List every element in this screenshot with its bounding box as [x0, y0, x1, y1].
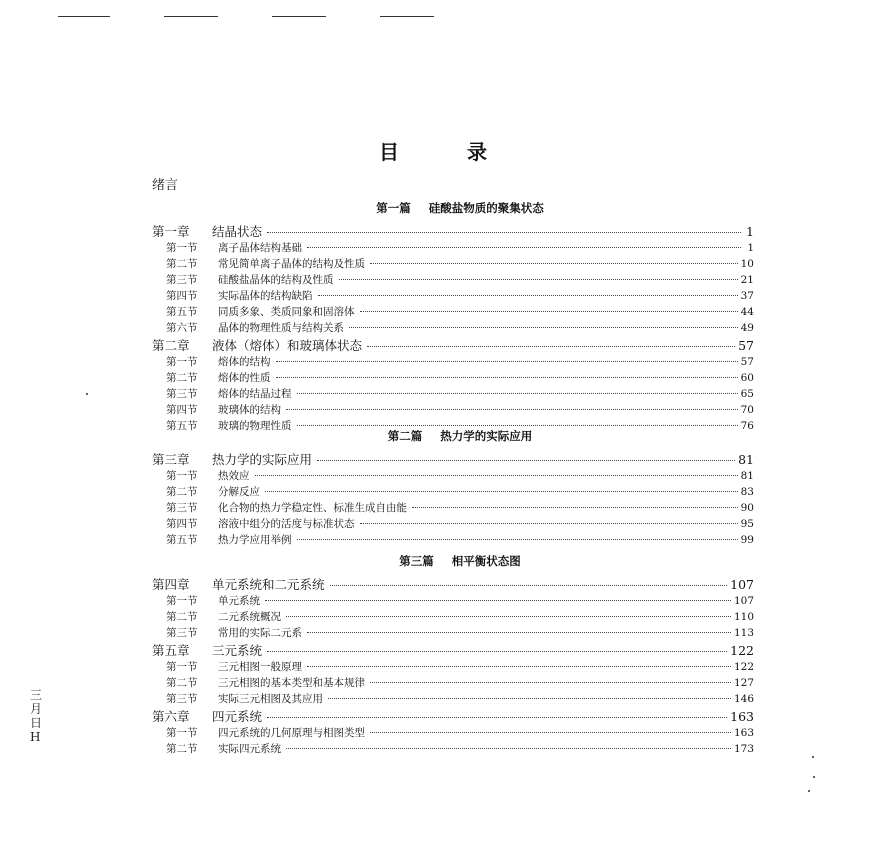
page-number: 122	[733, 661, 754, 673]
section-number: 第一节	[166, 356, 198, 368]
dot-leader	[276, 377, 738, 378]
scan-speck	[812, 756, 814, 758]
section-entry[interactable]	[166, 532, 754, 548]
dot-leader	[330, 585, 728, 586]
section-title: 三元相图一般原理	[218, 661, 302, 673]
section-number: 第一节	[166, 727, 198, 739]
chapter-number: 第四章	[152, 577, 190, 592]
page-number: 163	[730, 709, 754, 724]
dot-leader	[370, 263, 738, 264]
dot-leader	[367, 346, 735, 347]
section-entry[interactable]	[166, 593, 754, 609]
dot-leader	[328, 698, 731, 699]
chapter-title: 三元系统	[212, 643, 263, 658]
dot-leader	[265, 600, 731, 601]
section-number: 第二节	[166, 486, 198, 498]
section-title: 熔体的性质	[218, 372, 271, 384]
chapter-number: 第二章	[152, 338, 190, 353]
section-title: 单元系统	[218, 595, 260, 607]
page-number: 110	[733, 611, 754, 623]
section-title: 熔体的结构	[218, 356, 271, 368]
dot-leader	[267, 232, 741, 233]
section-title: 二元系统概况	[218, 611, 281, 623]
section-number: 第二节	[166, 611, 198, 623]
page-number: 44	[740, 306, 754, 318]
dot-leader	[370, 682, 731, 683]
section-number: 第一节	[166, 242, 198, 254]
section-number: 第四节	[166, 518, 198, 530]
chapter-title: 热力学的实际应用	[212, 452, 313, 467]
section-number: 第二节	[166, 743, 198, 755]
chapter-entry[interactable]	[152, 222, 754, 240]
section-title: 实际三元相图及其应用	[218, 693, 323, 705]
section-entry[interactable]	[166, 741, 754, 757]
section-entry[interactable]	[166, 609, 754, 625]
chapter-entry[interactable]	[152, 450, 754, 468]
chapter-entry[interactable]	[152, 575, 754, 593]
scan-speck	[808, 790, 810, 792]
page-number: 113	[733, 627, 754, 639]
dot-leader	[412, 507, 738, 508]
section-title: 热力学应用举例	[218, 534, 292, 546]
section-entry[interactable]	[166, 272, 754, 288]
part-heading	[0, 553, 870, 569]
part-name: 相平衡状态图	[451, 554, 521, 568]
section-entry[interactable]	[166, 500, 754, 516]
section-number: 第三节	[166, 693, 198, 705]
page-number: 10	[740, 258, 754, 270]
dot-leader	[307, 632, 731, 633]
page-number: 107	[733, 595, 754, 607]
dot-leader	[349, 327, 738, 328]
section-title: 三元相图的基本类型和基本规律	[218, 677, 365, 689]
page-title	[0, 136, 870, 165]
page-number: 83	[740, 486, 754, 498]
scan-speck	[813, 776, 815, 778]
section-number: 第三节	[166, 388, 198, 400]
section-title: 四元系统的几何原理与相图类型	[218, 727, 365, 739]
part-number: 第一篇	[376, 201, 411, 215]
chapter-number: 第一章	[152, 224, 190, 239]
section-title: 离子晶体结构基础	[218, 242, 302, 254]
dot-leader	[318, 295, 738, 296]
page-number: 37	[740, 290, 754, 302]
dot-leader	[297, 539, 738, 540]
dot-leader	[307, 666, 731, 667]
page-number: 49	[740, 322, 754, 334]
dot-leader	[286, 409, 738, 410]
dot-leader	[317, 460, 735, 461]
section-entry[interactable]	[166, 256, 754, 272]
part-name: 热力学的实际应用	[440, 429, 533, 443]
section-title: 分解反应	[218, 486, 260, 498]
dot-leader	[297, 425, 738, 426]
section-number: 第三节	[166, 274, 198, 286]
page-number: 90	[740, 502, 754, 514]
page-number: 122	[730, 643, 754, 658]
scan-top-line	[272, 16, 326, 17]
section-number: 第五节	[166, 420, 198, 432]
scan-speck	[86, 393, 88, 395]
dot-leader	[370, 732, 731, 733]
section-entry[interactable]	[166, 468, 754, 484]
section-number: 第二节	[166, 677, 198, 689]
page-number: 57	[740, 356, 754, 368]
dot-leader	[286, 616, 731, 617]
section-number: 第五节	[166, 306, 198, 318]
page-number: 21	[740, 274, 754, 286]
section-entry[interactable]	[166, 659, 754, 675]
dot-leader	[267, 651, 727, 652]
page-number: 60	[740, 372, 754, 384]
section-number: 第一节	[166, 661, 198, 673]
section-title: 熔体的结晶过程	[218, 388, 292, 400]
section-title: 热效应	[218, 470, 250, 482]
dot-leader	[255, 475, 738, 476]
chapter-title: 结晶状态	[212, 224, 263, 239]
section-entry[interactable]	[166, 625, 754, 641]
section-number: 第一节	[166, 595, 198, 607]
page-number: 95	[740, 518, 754, 530]
section-number: 第三节	[166, 627, 198, 639]
chapter-number: 第六章	[152, 709, 190, 724]
scan-top-line	[58, 16, 110, 17]
dot-leader	[265, 491, 738, 492]
chapter-entry[interactable]	[152, 641, 754, 659]
section-title: 晶体的物理性质与结构关系	[218, 322, 344, 334]
section-title: 常用的实际二元系	[218, 627, 302, 639]
section-entry[interactable]	[166, 240, 754, 256]
section-entry[interactable]	[166, 304, 754, 320]
scan-top-line	[380, 16, 434, 17]
page-number: 1	[746, 224, 754, 239]
part-heading	[0, 200, 870, 216]
section-title: 同质多象、类质同象和固溶体	[218, 306, 355, 318]
section-entry[interactable]	[166, 354, 754, 370]
section-title: 化合物的热力学稳定性、标准生成自由能	[218, 502, 407, 514]
page-number: 76	[740, 420, 754, 432]
section-title: 玻璃的物理性质	[218, 420, 292, 432]
page-number: 65	[740, 388, 754, 400]
section-entry[interactable]	[166, 402, 754, 418]
page-number: 163	[733, 727, 754, 739]
page-number: 81	[740, 470, 754, 482]
page-number: 1	[747, 242, 754, 254]
section-title: 硅酸盐晶体的结构及性质	[218, 274, 334, 286]
page-number: 107	[730, 577, 754, 592]
section-entry[interactable]	[166, 320, 754, 336]
section-number: 第二节	[166, 258, 198, 270]
section-entry[interactable]	[166, 288, 754, 304]
page-number: 57	[738, 338, 754, 353]
section-entry[interactable]	[166, 386, 754, 402]
section-number: 第三节	[166, 502, 198, 514]
section-title: 常见简单离子晶体的结构及性质	[218, 258, 365, 270]
dot-leader	[360, 311, 738, 312]
dot-leader	[360, 523, 738, 524]
chapter-entry[interactable]	[152, 707, 754, 725]
section-entry[interactable]	[166, 484, 754, 500]
chapter-title: 单元系统和二元系统	[212, 577, 325, 592]
part-heading	[0, 428, 870, 444]
section-number: 第四节	[166, 290, 198, 302]
section-title: 实际晶体的结构缺陷	[218, 290, 313, 302]
page-number: 70	[740, 404, 754, 416]
part-name: 硅酸盐物质的聚集状态	[428, 201, 544, 215]
dot-leader	[267, 717, 727, 718]
chapter-entry[interactable]	[152, 336, 754, 354]
dot-leader	[339, 279, 738, 280]
page-number: 81	[738, 452, 754, 467]
section-title: 溶液中组分的活度与标准状态	[218, 518, 355, 530]
title-char: 录	[467, 140, 491, 164]
section-entry[interactable]	[166, 725, 754, 741]
margin-handwriting: 三月日H	[30, 688, 43, 744]
part-number: 第三篇	[399, 554, 434, 568]
section-number: 第二节	[166, 372, 198, 384]
chapter-number: 第三章	[152, 452, 190, 467]
section-entry[interactable]	[166, 516, 754, 532]
section-number: 第一节	[166, 470, 198, 482]
section-number: 第五节	[166, 534, 198, 546]
section-title: 玻璃体的结构	[218, 404, 281, 416]
dot-leader	[286, 748, 731, 749]
page-number: 127	[733, 677, 754, 689]
page-number: 146	[733, 693, 754, 705]
section-entry[interactable]	[166, 370, 754, 386]
chapter-number: 第五章	[152, 643, 190, 658]
chapter-title: 四元系统	[212, 709, 263, 724]
section-entry[interactable]	[166, 675, 754, 691]
dot-leader	[297, 393, 738, 394]
page-number: 99	[740, 534, 754, 546]
section-entry[interactable]	[166, 691, 754, 707]
title-char: 目	[379, 140, 403, 164]
part-number: 第二篇	[387, 429, 423, 443]
section-number: 第六节	[166, 322, 198, 334]
section-number: 第四节	[166, 404, 198, 416]
chapter-title: 液体（熔体）和玻璃体状态	[212, 338, 363, 353]
preface-entry: 绪言	[152, 178, 179, 193]
scan-top-line	[164, 16, 218, 17]
page-number: 173	[733, 743, 754, 755]
section-title: 实际四元系统	[218, 743, 281, 755]
dot-leader	[307, 247, 741, 248]
dot-leader	[276, 361, 738, 362]
